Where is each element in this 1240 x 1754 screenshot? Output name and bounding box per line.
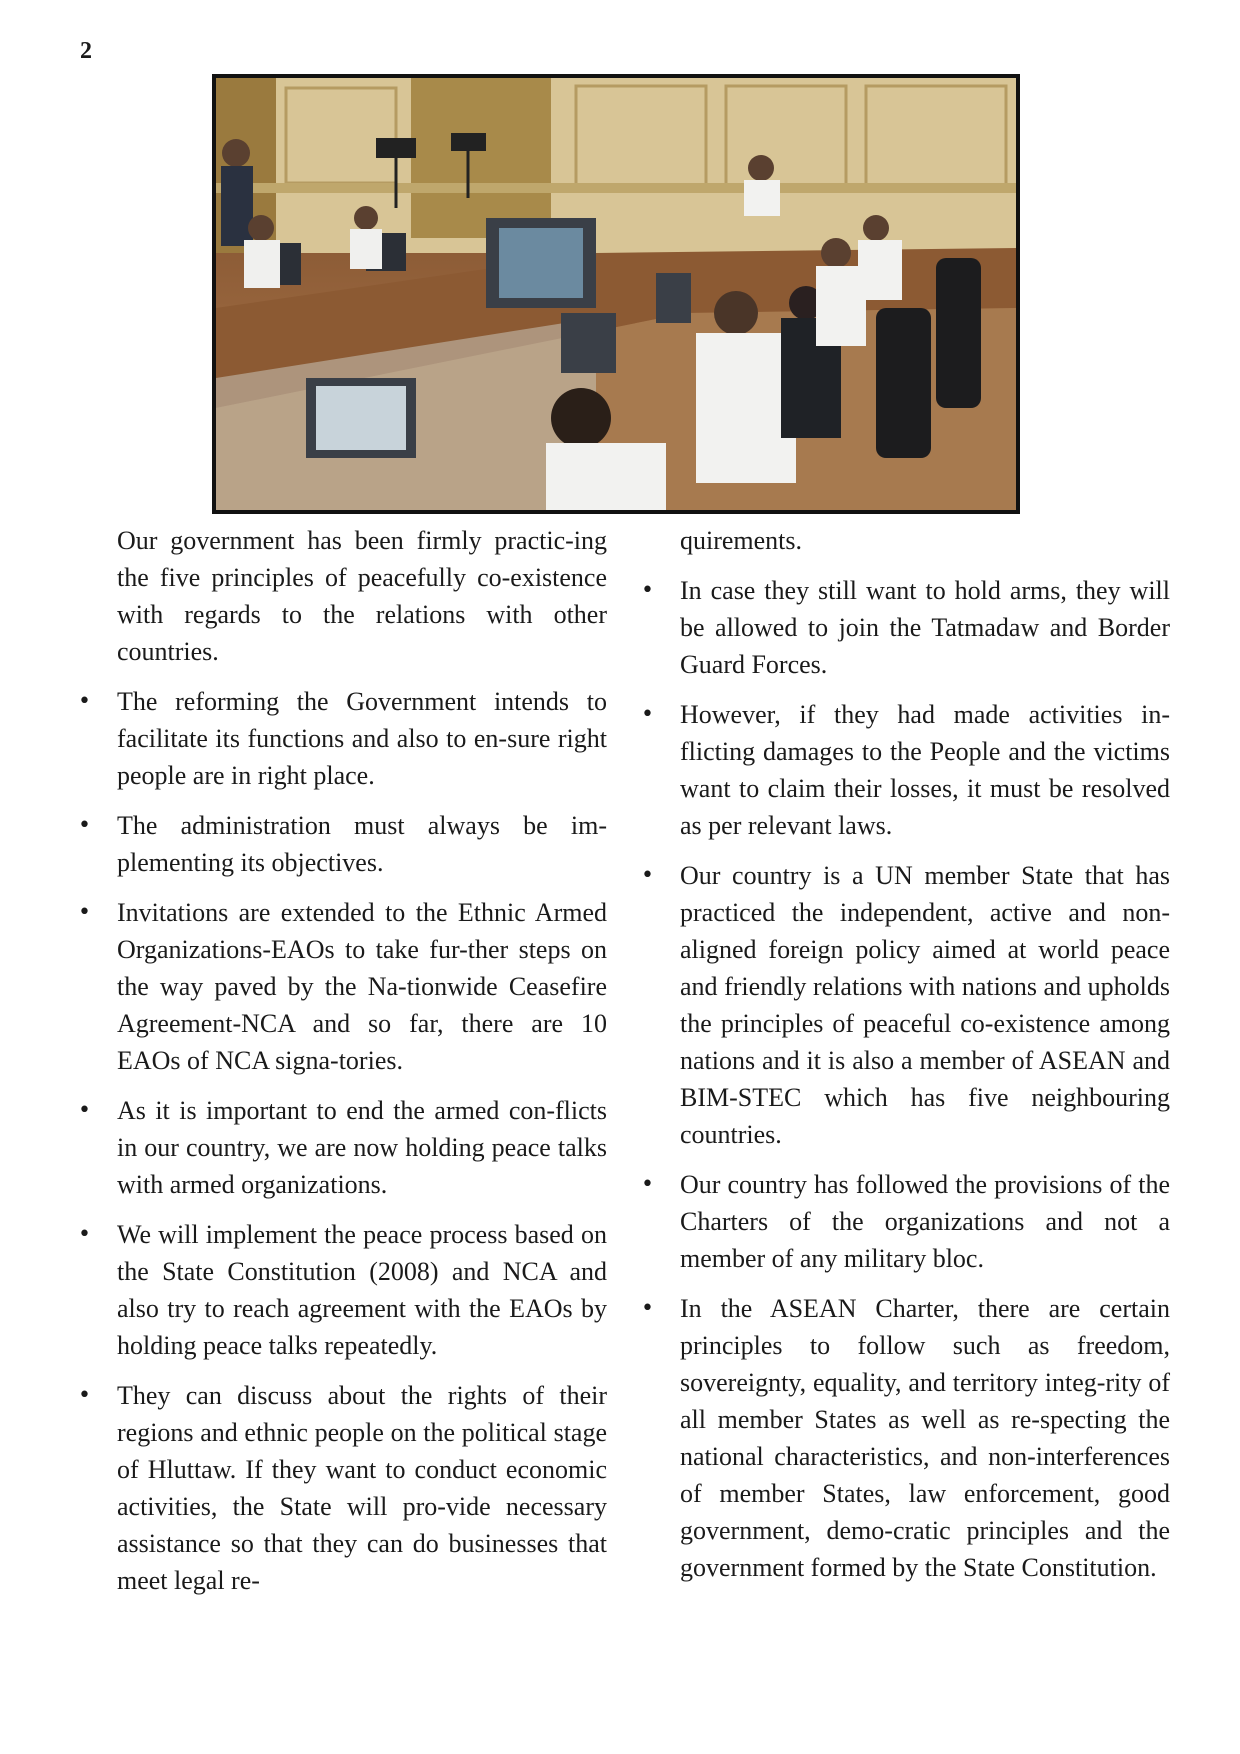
intro-paragraph: Our government has been firmly practic-ing the five principles of peacefully co-existence with regards to the relations with other countries. [117, 526, 607, 666]
list-item: • We will implement the peace process based on the State Constitution (2008) and NCA and also try to reach agreement with the EAOs by holding peace talks repeatedly. [117, 1216, 607, 1364]
list-item: • As it is important to end the armed con-flicts in our country, we are now holding peace talks with armed organizations. [117, 1092, 607, 1203]
list-item: • Our country has followed the provisions of the Charters of the organizations and not a member of any military bloc. [680, 1166, 1170, 1277]
page-number: 2 [80, 38, 92, 64]
left-column [117, 522, 607, 1612]
list-item: • In the ASEAN Charter, there are certain principles to follow such as freedom, sovereignty, equality, and territory integ-rity of all member States as well as re-specting the national characteristics, and non-interferences of member States, law enforcement, good government, demo-cratic principles and the government formed by the State Constitution. [680, 1290, 1170, 1586]
meeting-photo-illustration [216, 78, 1016, 510]
continuation-paragraph: quirements. [680, 526, 803, 555]
list-item: • Our country is a UN member State that has practiced the independent, active and non-aligned foreign policy aimed at world peace and friendly relations with nations and upholds the principles of peaceful co-existence among nations and it is also a member of ASEAN and BIM-STEC which has five neighbouring countries. [680, 857, 1170, 1153]
meeting-photo [212, 74, 1020, 514]
list-item: • The administration must always be im-plementing its objectives. [117, 807, 607, 881]
list-item: • In case they still want to hold arms, they will be allowed to join the Tatmadaw and Border Guard Forces. [680, 572, 1170, 683]
list-item: • Invitations are extended to the Ethnic Armed Organizations-EAOs to take fur-ther steps on the way paved by the Na-tionwide Ceasefire Agreement-NCA and so far, there are 10 EAOs of NCA signa-tories. [117, 894, 607, 1079]
list-item: • They can discuss about the rights of their regions and ethnic people on the political stage of Hluttaw. If they want to conduct economic activities, the State will pro-vide necessary assistance so that they can do businesses that meet legal re- [117, 1377, 607, 1599]
right-bullet-list [680, 572, 1170, 1586]
list-item: • However, if they had made activities in-flicting damages to the People and the victims want to claim their losses, it must be resolved as per relevant laws. [680, 696, 1170, 844]
list-item: • The reforming the Government intends to facilitate its functions and also to en-sure right people are in right place. [117, 683, 607, 794]
right-column [680, 522, 1170, 1599]
left-bullet-list [117, 683, 607, 1599]
